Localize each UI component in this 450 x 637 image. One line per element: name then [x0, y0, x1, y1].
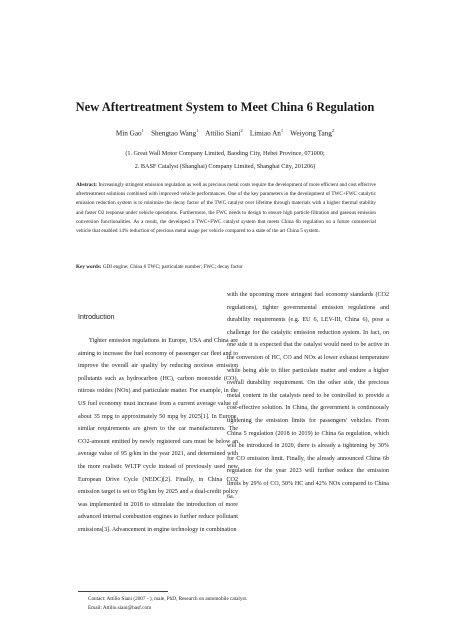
author-name: Weiyong Tang [290, 129, 332, 138]
author-affil-sup: 1 [280, 128, 284, 133]
affiliation-2: 2. BASF Catalyst (Shanghai) Company Limited, Shanghai City, 201206) [134, 163, 316, 170]
author-name: Attilio Siani [205, 129, 241, 138]
author-name: Shengtao Wang [151, 129, 197, 138]
abstract-label: Abstract: [76, 182, 98, 188]
author-name: Limiao An [249, 129, 281, 138]
right-column [227, 289, 389, 503]
body-paragraph: with the upcoming more stringent fuel economy standards (CO2 regulations), tighter governmental emission regulations and durability requirements (e.g. EU 6, LEV-III, China 6), pose a challenge for the catalytic emission reduction system. In fact, on one side it is expected that the catalyst would need to be active in the conversion of HC, CO and NOx at lower exhaust temperature while being able to filter particulate matter and endure a higher overall durability requirement. On the other side, the precious metal content in the catalysts need to be controlled to provide a cost-effective solution. In China, the government is continuously tightening the emission limits for passengers' vehicles. From China 5 regulation (2018 to 2019) to China 6a regulation, which will be introduced in 2020, there is already a tightening by 30% for CO emission limit. Finally, the already announced China 6b regulation for the year 2023 will further reduce the emission limits by 29% of CO, 50% HC and 42% NOx compared to China 6a. [227, 292, 389, 500]
left-column [78, 289, 238, 537]
author-list [0, 128, 450, 137]
body-paragraph: Tighter emission regulations in Europe, USA and China are aiming to increase the fuel economy of passenger car fleet and to improve the overall air quality by reducing noxious emission pollutants such as hydrocarbon (HC), carbon monoxide (CO), nitrous oxides (NOx) and particulate matter. For example, in the US fuel economy must increase from a current average value of about 35 mpg to approximately 50 mpg by 2025[1]. In Europe, similar requirements are given to the car manufacturers. The CO2-amount emitted by newly registered cars must be below an average value of 95 g/km in the year 2021, and determined with the more realistic WLTP cycle instead of previously used new European Drive Cycle (NEDC)[2]. Finally, in China CO2 emission target is set to 95g/km by 2025 and a dual-credit policy was implemented in 2018 to stimulate the introduction of more advanced internal combustion engines to further reduce pollutant emissions[3]. Advancement in engine technology in combination [78, 338, 238, 533]
footnote-contact: Contact: Attilio Siani (2007 - ), male, PhD, Research on automobile catalyst. [88, 596, 248, 602]
abstract-text: Increasingly stringent emission regulation as well as precious metal costs require the development of more efficient and cost effective aftertreatment solutions combined with improved vehicle performances. One of the key parameters in the development of TWC+FWC catalytic emission reduction system is to minimize the decay factor of the TWC catalyst over lifetime through materials with a higher thermal stability and faster O2 response under vehicle operations. Furthermore, the FWC needs to design to ensure high particle filtration and gaseous emission conversion functionalities. As a result, the developed a TWC+FWC catalyst system that meets China 6b regulation on a future commercial vehicle that enabled 14% reduction of precious metal usage per vehicle compared to a state of the art China 5 system. [76, 182, 376, 235]
keywords [76, 264, 376, 270]
keywords-text: GDI engine; China 6 TWC; particulate number; FWC; decay factor [101, 264, 243, 270]
footnote-email: Email: Attilio.siani@basf.com [88, 605, 152, 611]
author-affil-sup: 2 [331, 128, 335, 133]
abstract [76, 181, 376, 236]
author-name: Min Gao [115, 129, 142, 138]
author-affil-sup: 1 [196, 128, 199, 133]
section-heading-introduction: Introduction [78, 314, 115, 321]
keywords-label: Key words: [76, 264, 102, 270]
author-affil-sup: 2 [240, 128, 243, 133]
affiliation-1: (1. Great Wall Motor Company Limited, Baoding City, Hebei Province, 071000; [125, 150, 325, 157]
author-affil-sup: 1 [141, 128, 144, 133]
footnote-divider [78, 591, 168, 592]
paper-title: New Aftertreatment System to Meet China 6 Regulation [75, 100, 375, 114]
